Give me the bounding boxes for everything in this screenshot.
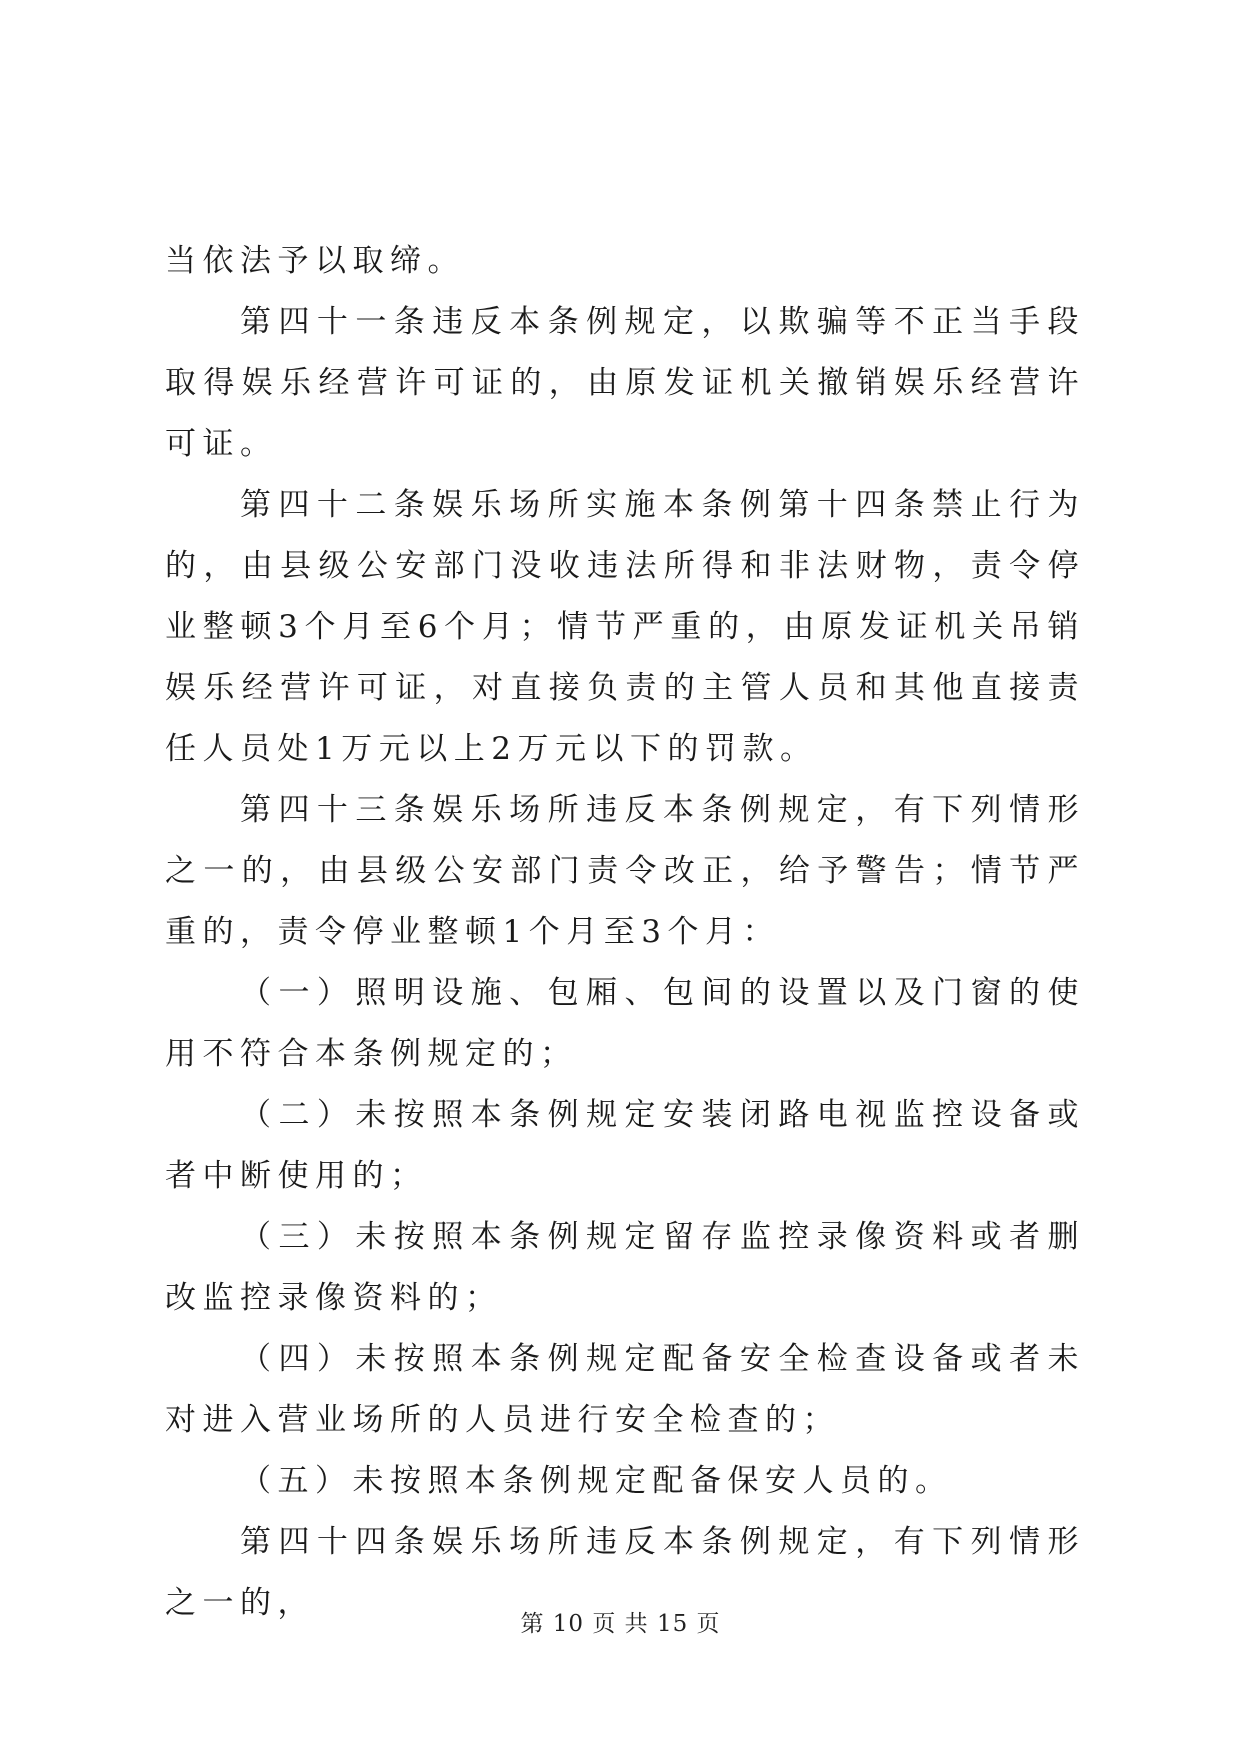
paragraph-continuation: 当依法予以取缔。 [165, 243, 465, 279]
article-42: 第四十二条娱乐场所实施本条例第十四条禁止行为的，由县级公安部门没收违法所得和非法财物，责令停业整顿3个月至6个月；情节严重的，由原发证机关吊销娱乐经营许可证，对直接负责的主管人员和其他直接责任人员处1万元以上2万元以下的罚款。 [165, 487, 1085, 767]
article-43-item-4: （四）未按照本条例规定配备安全检查设备或者未对进入营业场所的人员进行安全检查的； [165, 1341, 1085, 1438]
article-43-item-3: （三）未按照本条例规定留存监控录像资料或者删改监控录像资料的； [165, 1219, 1085, 1316]
article-43: 第四十三条娱乐场所违反本条例规定，有下列情形之一的，由县级公安部门责令改正，给予警告；情节严重的，责令停业整顿1个月至3个月： [165, 792, 1085, 950]
article-43-item-2: （二）未按照本条例规定安装闭路电视监控设备或者中断使用的； [165, 1097, 1085, 1194]
page-footer [0, 1605, 1241, 1638]
article-43-item-5: （五）未按照本条例规定配备保安人员的。 [240, 1463, 953, 1499]
article-43-item-1: （一）照明设施、包厢、包间的设置以及门窗的使用不符合本条例规定的； [165, 975, 1085, 1072]
article-41: 第四十一条违反本条例规定，以欺骗等不正当手段取得娱乐经营许可证的，由原发证机关撤销娱乐经营许可证。 [165, 304, 1085, 462]
body-text [165, 231, 1085, 1634]
article-44: 第四十四条娱乐场所违反本条例规定，有下列情形之一的， [165, 1524, 1085, 1621]
page-number: 第 10 页 共 15 页 [520, 1611, 721, 1637]
